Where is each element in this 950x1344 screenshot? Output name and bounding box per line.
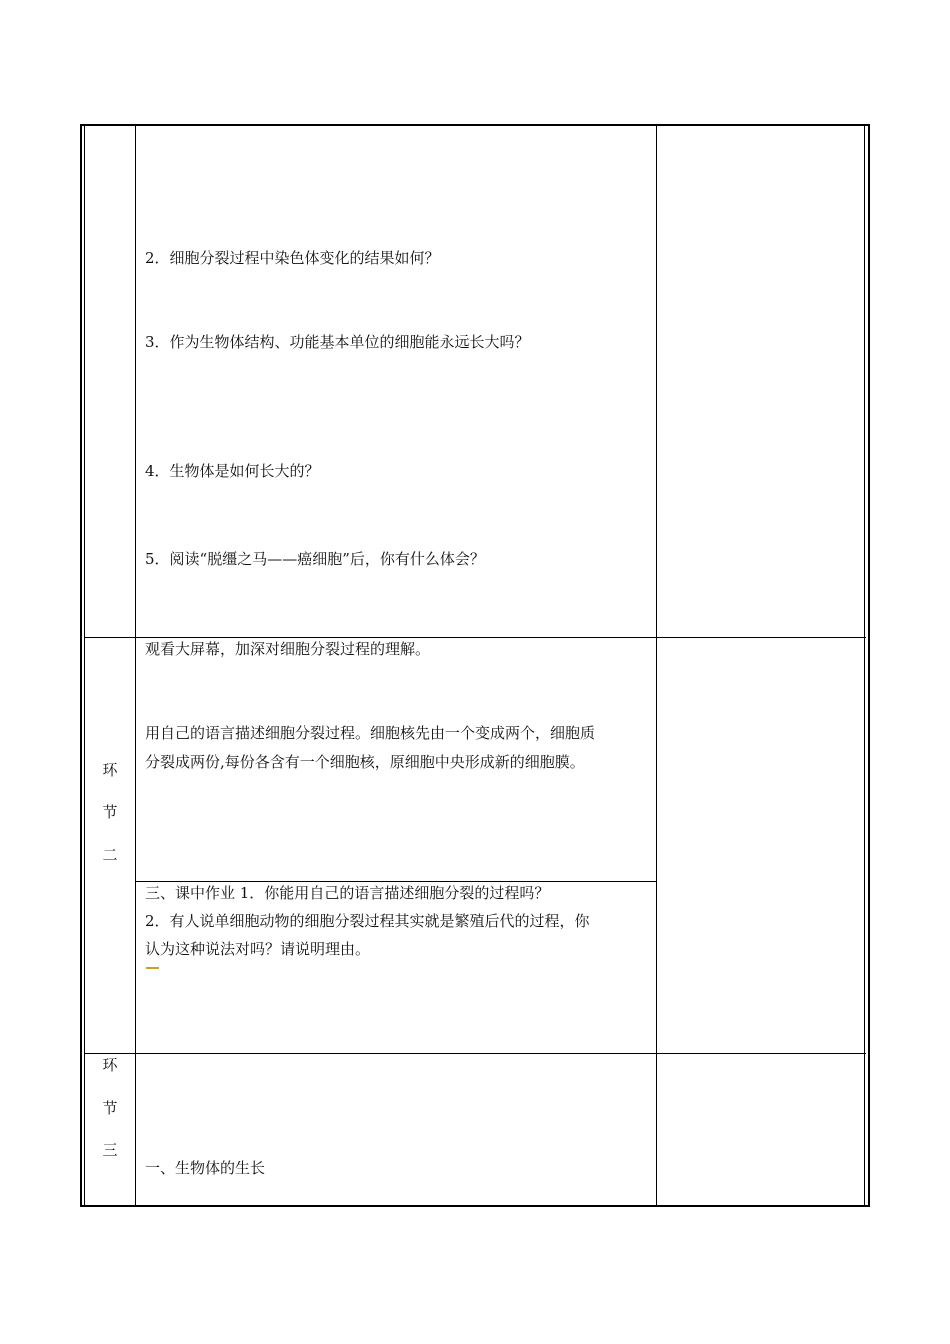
row-divider-2 xyxy=(84,1053,866,1054)
section-3-heading: 一、生物体的生长 xyxy=(145,1159,266,1177)
section-label-char: 三 xyxy=(102,1141,118,1159)
section-label-char: 节 xyxy=(102,803,118,821)
table-right-border-inner xyxy=(864,124,865,1207)
describe-line-2: 分裂成两份,每份各含有一个细胞核，原细胞中央形成新的细胞膜。 xyxy=(145,753,585,771)
section-label-char: 环 xyxy=(102,1056,118,1074)
homework-line-3: 认为这种说法对吗？请说明理由。 xyxy=(145,940,371,958)
section-label-char: 环 xyxy=(102,761,118,779)
table-left-border xyxy=(80,124,82,1207)
section-label-char: 二 xyxy=(102,846,118,864)
question-4: 4．生物体是如何长大的？ xyxy=(145,462,320,480)
row-divider-1 xyxy=(84,637,866,638)
column-divider-right xyxy=(656,124,657,1207)
table-right-border xyxy=(868,124,870,1207)
row-divider-inner xyxy=(136,881,656,882)
section-label-char: 节 xyxy=(102,1099,118,1117)
answer-underline-mark xyxy=(146,967,159,969)
table-bottom-border xyxy=(80,1205,870,1207)
homework-line-1: 三、课中作业 1．你能用自己的语言描述细胞分裂的过程吗？ xyxy=(145,884,550,902)
describe-line-1: 用自己的语言描述细胞分裂过程。细胞核先由一个变成两个，细胞质 xyxy=(145,724,596,742)
watch-instruction: 观看大屏幕，加深对细胞分裂过程的理解。 xyxy=(145,640,431,658)
table-left-border-inner xyxy=(84,124,85,1207)
table-top-border xyxy=(80,124,870,126)
homework-line-2: 2．有人说单细胞动物的细胞分裂过程其实就是繁殖后代的过程，你 xyxy=(145,912,590,930)
column-divider-left xyxy=(135,124,136,1207)
question-3: 3．作为生物体结构、功能基本单位的细胞能永远长大吗？ xyxy=(145,333,530,351)
question-2: 2．细胞分裂过程中染色体变化的结果如何？ xyxy=(145,249,440,267)
question-5: 5．阅读“脱缰之马——癌细胞”后，你有什么体会？ xyxy=(145,550,485,568)
